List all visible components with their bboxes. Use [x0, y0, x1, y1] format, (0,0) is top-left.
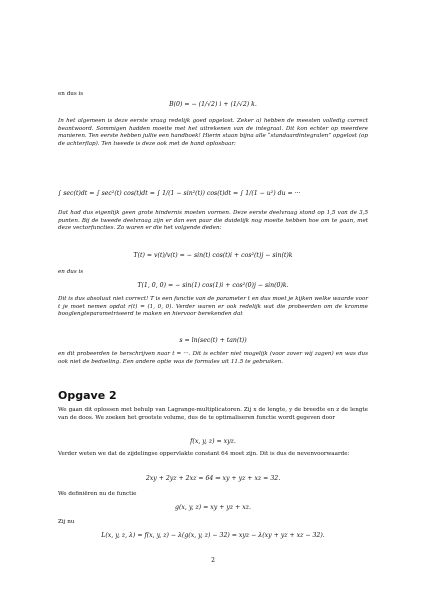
paragraph-lagrange: We gaan dit oplossen met behulp van Lagrange-multiplicatoren. Zij x de lengte, y de breedte en z de lengte van de doos. We zoeken het grootste volume, dus de te optimaliseren functie wordt gegeven door [58, 407, 368, 421]
paragraph-define: We definiëren nu de functie [58, 491, 137, 497]
equation-g: g(x, y, z) = xy + yz + xz. [175, 504, 251, 511]
paragraph-constraint: Verder weten we dat de zijdelingse oppervlakte constant 64 moet zijn. Dit is dus de nevenvoorwaarde: [58, 451, 350, 457]
equation-lagrangian: L(x, y, z, λ) = f(x, y, z) − λ(g(x, y, z) − 32) = xyz − λ(xy + yz + xz − 32). [101, 532, 325, 539]
intro-text: en dus is [58, 91, 84, 97]
text-en-dus-is: en dus is [58, 269, 84, 275]
equation-integral-sec: ∫ sec(t)dt = ∫ sec²(t) cos(t)dt = ∫ 1/(1 − sin²(t)) cos(t)dt = ∫ 1/(1 − u²) du = ··· [58, 190, 301, 197]
paragraph-incorrect: Dit is dus absoluut niet correct! T is een functie van de parameter t en dus moet je kijken welke waarde voor t je moet nemen opdat r(t) = (1, 0, 0). Verder waren er ook redelijk wat die probeerden om de kromme booglengteparametriseerd te maken en hiervoor berekenden dat [58, 296, 368, 318]
paragraph-rewrite: en dit probeerden te herschrijven naar t = ···. Dit is echter niet mogelijk (voor zover wij zagen) en was dus ook niet de bedoeling. Een andere optie was de formules uit 11.5 te gebruiken. [58, 351, 368, 365]
paragraph-remarks-question1: In het algemeen is deze eerste vraag redelijk goed opgelost. Zeker a) hebben de meesten volledig correct beantwoord. Sommigen hadden moeite met het uitrekenen van de integraal. Dit kon echter op meerdere manieren. Ten eerste hebben jullie een handboek! Hierin staan bijna alle “standaardintegralen” opgelost (op de achterflap). Ten tweede is deze ook met de hand oplosbaar: [58, 118, 368, 147]
page-number: 2 [211, 557, 215, 564]
paragraph-zij-nu: Zij nu [58, 519, 75, 525]
equation-arclength: s = ln(sec(t) + tan(t)) [179, 337, 247, 344]
paragraph-difficulty: Dat had dus eigenlijk geen grote hindernis moeten vormen. Deze eerste deelvraag stond op 1,5 van de 3,5 punten. Bij de tweede deelvraag zijn er dan een paar die duidelijk nog moeite hebben hoe om te gaan, met deze vectorfuncties. Zo waren er die het volgende deden: [58, 210, 368, 232]
equation-b0: B(0) = − (1/√2) i + (1/√2) k. [169, 101, 257, 108]
equation-constraint: 2xy + 2yz + 2xz = 64 ⇒ xy + yz + xz = 32. [145, 475, 281, 482]
equation-tangent-at-point: T(1, 0, 0) = − sin(1) cos(1)i + cos²(0)j − sin(0)k. [137, 282, 289, 289]
equation-volume: f(x, y, z) = xyz. [190, 438, 236, 445]
equation-tangent: T(t) = v(t)/v(t) = − sin(t) cos(t)i + cos²(t)j − sin(t)k [133, 252, 293, 259]
section-heading: Opgave 2 [58, 389, 117, 402]
